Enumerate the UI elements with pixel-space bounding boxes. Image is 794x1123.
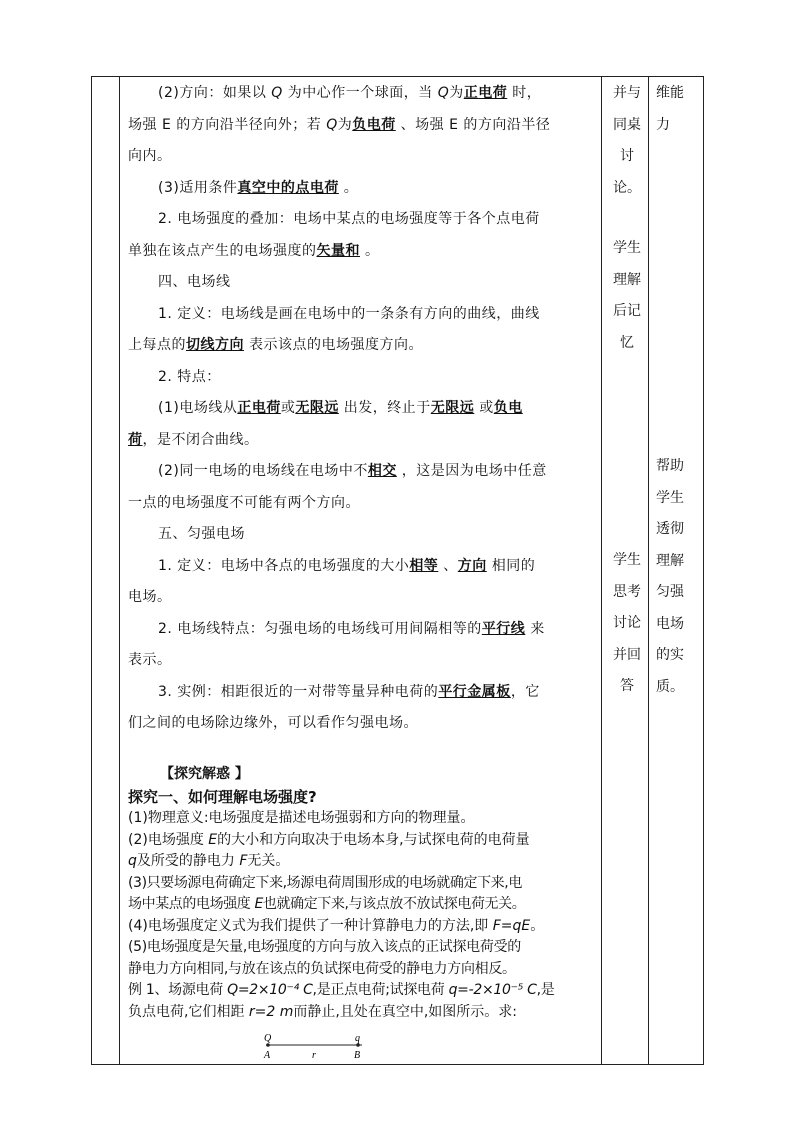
activity-discuss — [609, 78, 645, 204]
paragraph-example: 3. 实例：相距很近的一对带等量异种电荷的平行金属板，它 — [158, 683, 540, 700]
activity-text: 忆 — [620, 334, 634, 351]
activity-text: 后记 — [613, 303, 641, 319]
example-line-1: 例 1、场源电荷 Q=2×10⁻⁴ C,是正点电荷;试探电荷 q=-2×10⁻⁵ C,是 — [128, 982, 555, 998]
paragraph-example-2: 们之间的电场除边缘外，可以看作匀强电场。 — [128, 715, 418, 731]
label-B: B — [354, 1050, 361, 1061]
intent-text: 帮助 — [656, 458, 684, 474]
explore-line-3b: 场中某点的电场强度 E也就确定下来,与该点放不放试探电荷无关。 — [128, 896, 526, 912]
paragraph-features: 2. 特点： — [158, 368, 221, 385]
charge-diagram — [258, 1030, 378, 1064]
main-content — [128, 76, 598, 740]
intent-text: 理解 — [656, 552, 684, 569]
activity-text: 同桌 — [613, 116, 641, 133]
explore-line-2b: q及所受的静电力 F无关。 — [128, 853, 290, 869]
label-A: A — [264, 1050, 271, 1061]
intent-uniform-field — [656, 451, 690, 703]
activity-text: 思考 — [613, 583, 641, 600]
activity-text: 答 — [620, 678, 634, 694]
label-r: r — [312, 1050, 316, 1061]
intent-text: 维能 — [656, 85, 684, 101]
example-line-2: 负点电荷,它们相距 r=2 m而静止,且处在真空中,如图所示。求: — [128, 1003, 518, 1020]
explore-heading: 【探究解惑 】 — [160, 766, 249, 782]
activity-memorize — [609, 233, 645, 359]
intent-text: 的实 — [656, 647, 684, 663]
paragraph-uniform-definition-2: 电场。 — [128, 589, 172, 605]
activity-text: 并回 — [613, 646, 641, 663]
explore-title: 探究一、如何理解电场强度? — [128, 787, 317, 806]
intent-text: 质。 — [656, 678, 684, 695]
table-border-right — [703, 76, 704, 1065]
intent-text: 匀强 — [656, 584, 684, 600]
paragraph-feature-1: (1)电场线从正电荷或无限远 出发，终止于无限远 或负电 — [158, 400, 523, 416]
explore-line-2: (2)电场强度 E的大小和方向取决于电场本身,与试探电荷的电荷量 — [128, 831, 530, 848]
table-divider-1 — [119, 76, 120, 1065]
heading-field-lines: 四、电场线 — [158, 274, 231, 290]
paragraph-uniform-definition: 1. 定义：电场中各点的电场强度的大小相等 、方向 相同的 — [158, 557, 536, 574]
table-border-left — [91, 76, 92, 1065]
paragraph-superposition-2: 单独在该点产生的电场强度的矢量和 。 — [128, 242, 380, 259]
label-Q: Q — [264, 1033, 272, 1044]
activity-text: 学生 — [613, 552, 641, 568]
intent-ability — [656, 78, 690, 141]
explore-line-3: (3)只要场源电荷确定下来,场源电荷周围形成的电场就确定下来,电 — [128, 874, 522, 891]
activity-text: 讨论 — [613, 615, 641, 631]
table-divider-2 — [601, 76, 602, 1065]
paragraph-superposition: 2. 电场强度的叠加：电场中某点的电场强度等于各个点电荷 — [158, 211, 540, 227]
paragraph-field-line-definition-2: 上每点的切线方向 表示该点的电场强度方向。 — [128, 337, 423, 353]
activity-think — [609, 545, 645, 703]
explore-line-5b: 静电力方向相同,与放在该点的负试探电荷受的静电力方向相反。 — [128, 960, 516, 977]
paragraph-direction-3: 向内。 — [128, 148, 172, 164]
table-divider-3 — [648, 76, 649, 1065]
paragraph-uniform-lines: 2. 电场线特点：匀强电场的电场线可用间隔相等的平行线 来 — [158, 620, 545, 637]
paragraph-condition: (3)适用条件真空中的点电荷 。 — [158, 179, 359, 196]
paragraph-feature-1b: 荷，是不闭合曲线。 — [128, 431, 259, 448]
paragraph-feature-2: (2)同一电场的电场线在电场中不相交 ，这是因为电场中任意 — [158, 463, 547, 479]
paragraph-field-line-definition: 1. 定义：电场线是画在电场中的一条条有方向的曲线，曲线 — [158, 305, 540, 322]
activity-text: 理解 — [613, 271, 641, 288]
label-q: q — [355, 1033, 360, 1044]
activity-text: 论。 — [613, 179, 641, 196]
paragraph-feature-2b: 一点的电场强度不可能有两个方向。 — [128, 494, 360, 511]
explore-section — [128, 764, 598, 1023]
activity-text: 学生 — [613, 240, 641, 256]
intent-text: 学生 — [656, 489, 684, 506]
paragraph-direction: (2)方向：如果以 Q 为中心作一个球面，当 Q为正电荷 时， — [158, 85, 542, 101]
heading-uniform-field: 五、匀强电场 — [158, 526, 245, 542]
intent-text: 透彻 — [656, 521, 684, 537]
activity-text: 讨 — [620, 148, 634, 164]
explore-line-1: (1)物理意义:电场强度是描述电场强弱和方向的物理量。 — [128, 810, 475, 826]
intent-text: 力 — [656, 116, 670, 133]
paragraph-direction-2: 场强 E 的方向沿半径向外；若 Q为负电荷 、场强 E 的方向沿半径 — [128, 116, 551, 133]
intent-text: 电场 — [656, 615, 684, 632]
table-border-bottom — [91, 1064, 704, 1065]
explore-line-5: (5)电场强度是矢量,电场强度的方向与放入该点的正试探电荷受的 — [128, 939, 521, 955]
activity-text: 并与 — [613, 85, 641, 101]
paragraph-uniform-lines-2: 表示。 — [128, 652, 172, 668]
explore-line-4: (4)电场强度定义式为我们提供了一种计算静电力的方法,即 F=qE。 — [128, 917, 545, 934]
